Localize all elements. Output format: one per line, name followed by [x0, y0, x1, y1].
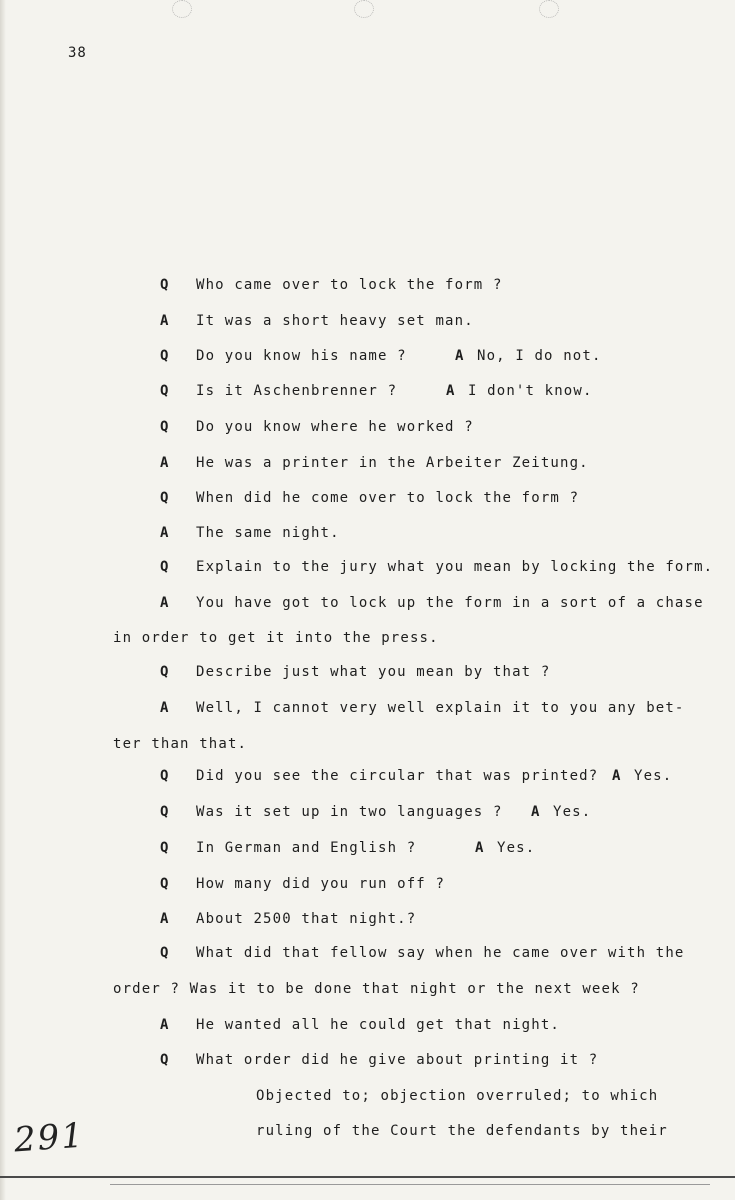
answer-text: Well, I cannot very well explain it to you any bet- [196, 700, 685, 716]
question-text: What order did he give about printing it ? [196, 1052, 599, 1068]
question-text: Explain to the jury what you mean by locking the form. [196, 559, 714, 575]
speaker-label: Q [160, 768, 169, 784]
answer-text: He wanted all he could get that night. [196, 1017, 560, 1033]
speaker-label: A [531, 804, 540, 820]
punch-hole-mark [172, 0, 192, 18]
speaker-label: Q [160, 945, 169, 961]
answer-text: Yes. [497, 840, 536, 856]
continuation-text: ter than that. [113, 736, 248, 752]
answer-text: About 2500 that night.? [196, 911, 417, 927]
speaker-label: Q [160, 804, 169, 820]
speaker-label: Q [160, 664, 169, 680]
speaker-label: Q [160, 348, 169, 364]
speaker-label: A [160, 911, 169, 927]
punch-hole-mark [354, 0, 374, 18]
punch-hole-mark [539, 0, 559, 18]
continuation-text: in order to get it into the press. [113, 630, 439, 646]
court-ruling-text: Objected to; objection overruled; to which [256, 1088, 659, 1104]
question-text: Do you know his name ? [196, 348, 407, 364]
continuation-text: order ? Was it to be done that night or the next week ? [113, 981, 640, 997]
answer-text: Yes. [634, 768, 673, 784]
question-text: Describe just what you mean by that ? [196, 664, 551, 680]
speaker-label: Q [160, 277, 169, 293]
answer-text: The same night. [196, 525, 340, 541]
question-text: Is it Aschenbrenner ? [196, 383, 398, 399]
bottom-rule [0, 1176, 735, 1178]
question-text: Was it set up in two languages ? [196, 804, 503, 820]
speaker-label: A [446, 383, 455, 399]
speaker-label: Q [160, 559, 169, 575]
question-text: Who came over to lock the form ? [196, 277, 503, 293]
handwritten-margin-note: 291 [12, 1115, 87, 1161]
speaker-label: Q [160, 1052, 169, 1068]
speaker-label: A [160, 455, 169, 471]
speaker-label: A [160, 313, 169, 329]
speaker-label: Q [160, 876, 169, 892]
answer-text: It was a short heavy set man. [196, 313, 474, 329]
speaker-label: A [160, 700, 169, 716]
question-text: Did you see the circular that was printed? [196, 768, 599, 784]
speaker-label: Q [160, 419, 169, 435]
page-number: 38 [68, 45, 87, 61]
speaker-label: A [455, 348, 464, 364]
bottom-rule-secondary [110, 1184, 710, 1185]
speaker-label: A [612, 768, 621, 784]
speaker-label: A [160, 525, 169, 541]
speaker-label: Q [160, 840, 169, 856]
answer-text: You have got to lock up the form in a sort of a chase [196, 595, 704, 611]
speaker-label: Q [160, 490, 169, 506]
speaker-label: A [160, 595, 169, 611]
speaker-label: Q [160, 383, 169, 399]
question-text: How many did you run off ? [196, 876, 446, 892]
speaker-label: A [475, 840, 484, 856]
page-edge [0, 0, 6, 1200]
answer-text: No, I do not. [477, 348, 602, 364]
question-text: When did he come over to lock the form ? [196, 490, 580, 506]
court-ruling-text: ruling of the Court the defendants by their [256, 1123, 668, 1139]
speaker-label: A [160, 1017, 169, 1033]
question-text: In German and English ? [196, 840, 417, 856]
answer-text: Yes. [553, 804, 592, 820]
question-text: What did that fellow say when he came over with the [196, 945, 685, 961]
question-text: Do you know where he worked ? [196, 419, 474, 435]
answer-text: He was a printer in the Arbeiter Zeitung. [196, 455, 589, 471]
answer-text: I don't know. [468, 383, 593, 399]
